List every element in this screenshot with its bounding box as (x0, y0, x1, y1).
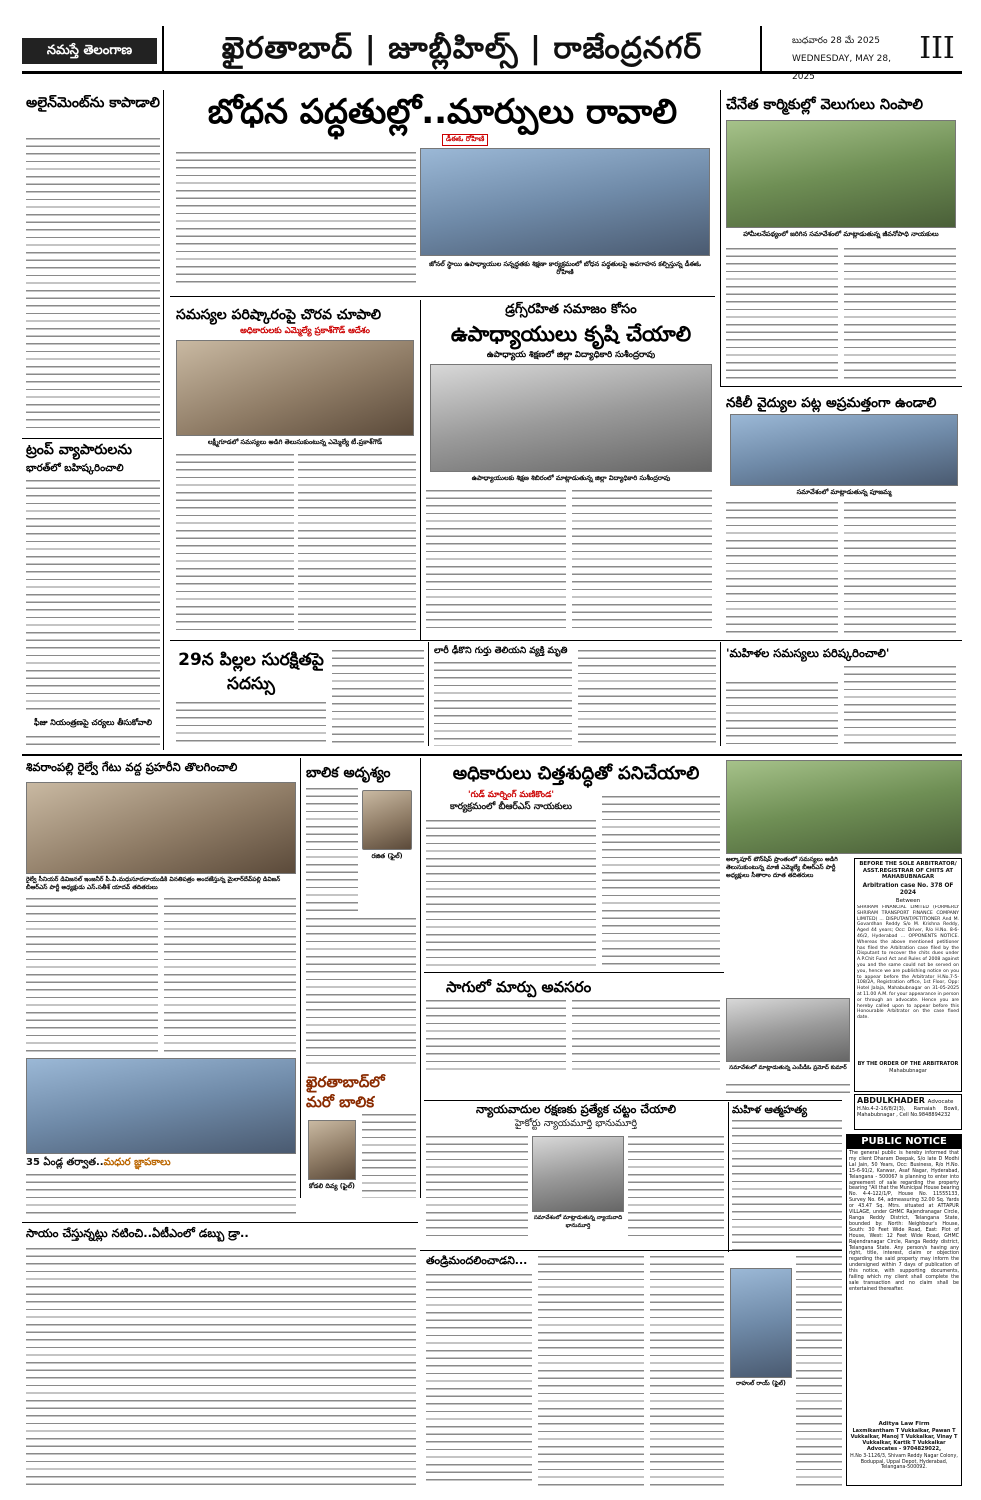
headline-mahila: 'మహిళల సమస్యలు పరిష్కరించాలి' (726, 646, 890, 660)
article-body (426, 818, 596, 968)
article-body (26, 734, 160, 748)
article-body (844, 500, 956, 634)
headline-trump: ట్రంప్ వ్యాపారులను (26, 442, 132, 458)
subheadline-fees: ఫీజు నియంత్రణపై చర్యలు తీసుకోవాలి (34, 718, 152, 727)
article-body (306, 916, 416, 1066)
masthead-dates (792, 32, 912, 86)
sagu-photo (726, 998, 850, 1062)
headline-balika: బాలిక అదృశ్యం (306, 765, 391, 781)
nakili-photo (730, 414, 958, 486)
subheadline-drugs: ఉపాధ్యాయ శిక్షణలో జిల్లా విద్యాధికారి సుశీంద్రరావు (486, 350, 656, 360)
arb-title: BEFORE THE SOLE ARBITRATOR/ ASST.REGISTRAR OF CHITS AT MAHABUBNAGAR (859, 861, 957, 881)
article-body (26, 478, 160, 714)
pn-body: The general public is hereby informed that my client Dharam Deepak, S/o late D Modhi Lal Jain, 50 Years, Occ: Business, R/o H.No. 15-6-91/2, Kanwar, Asaf Nagar, Hyderabad, Telangana - 500067 is planning to enter into agreement of sale regarding the property bearing "All that the Municipal House bearing No. 4-4-122/1/P, House No. 11555133, Survey No. 64, admeasuring 32.00 Sq. Yards or 43.47 Sq. Mtrs. situated at ATTAPUR VILLAGE, under GHMC Rajendranagar Circle, Ranga Reddy District, Telangana State, bounded by: North: Neighbour's House, South: 30 Feet Wide Road, East: Plot of House, West: 12 Feet Wide Road, GHMC Rajendranagar Circle, Ranga Reddy district, Telangana State. Any person/s having any right, title, interest, claim or objection regarding the said property may inform the undersigned within 7 days of publication of this notice, with supporting documents, failing which my client shall complete the sale transaction and no claim shall be entertained thereafter. (849, 1151, 959, 1292)
headline-sagu: సాగులో మార్పు అవసరం (446, 978, 592, 996)
article-body (426, 998, 566, 1070)
arb-between: Between (895, 897, 921, 904)
lead-tag: డీఈఓ రోహిణి (442, 134, 488, 146)
subheadline-trump: భారత్‌లో బహిష్కరించాలి (26, 463, 124, 474)
article-body (602, 794, 720, 968)
arbitration-notice (854, 858, 962, 1092)
article-body (538, 1254, 644, 1486)
brand-logo: నమస్తే తెలంగాణ (22, 38, 157, 64)
pn-names: Laxmikantham T Vukkalkar, Pawan T Vukkalkar, Manoj T Vukkalkar, Vinay T Vukkalkar, Kartik T Vukkalkar (850, 1428, 958, 1447)
adhikarulu-photo (726, 760, 962, 854)
article-body (426, 488, 566, 634)
article-body (572, 998, 720, 1070)
subheadline-adhikarulu: కార్యక్రమంలో బీఆర్ఎస్ నాయకులు (450, 802, 572, 812)
chenetha-caption: హామీలనేపథ్యంలో జరిగిన సమావేశంలో మాట్లాడుతున్న జీవనోపాధి నాయకులు (743, 230, 939, 238)
nyayavadulu-photo (532, 1136, 624, 1212)
reunion-title-2: మధుర జ్ఞాపకాలు (103, 1157, 171, 1168)
headline-lorry: లారీ ఢీకొని గుర్తు తెలియని వ్యక్తి మృతి (434, 646, 568, 656)
arb-body: SHRIRAM FINANCIAL LIMITED (FORMERLY SHRIRAM TRANSPORT FINANCE COMPANY LIMITED) ... DISPUTANT/PETITIONER And M. Govardhan Reddy S/o M. Krishna Reddy, Aged 44 years; Occ: Driver, R/o H.No. 8-6-46/2, Hyderabad ... OPPONENTS NOTICE. Whereas the above mentioned petitioner has filed the Arbitration case filed by the Disputant to recover the chits dues under A.P.Chit Fund Act and Rules of 2008 against you and the same could not be served on you, hence we are publishing notice on you to appear before the Arbitrator H.No.7-5-108/2A, Registration office, 1st Floor, Opp: Hotel Jalaja, Mahabubnagar on 31-05-2025 at 11.00 A.M. for your appearance in person or through an advocate. Hence you are hereby called upon to appear before this Honourable Arbitrator on the case fixed date. (857, 905, 959, 1021)
adv-name: ABDULKHADER (857, 1096, 925, 1105)
article-body (726, 1082, 850, 1098)
adhikarulu-caption: అల్కాపూర్ టౌన్‌షిప్ ప్రాంతంలో సమస్యలు అడిగి తెలుసుకుంటున్న మాజీ ఎమ్మెల్యే బీఆర్ఎస్ పార్టీ అధ్యక్షులు సీతారాం దూత తదితరులు (726, 856, 838, 879)
left-column (22, 90, 164, 750)
masthead (22, 26, 962, 82)
article-body (26, 1246, 416, 1486)
samasya-photo (176, 340, 414, 436)
article-body (26, 136, 160, 432)
pn-firm: Aditya Law Firm (878, 1421, 930, 1427)
article-body (306, 786, 358, 912)
lead-headline: బోధన పద్ధతుల్లో..మార్పులు రావాలి (207, 92, 678, 132)
article-body (726, 246, 838, 380)
article-body (26, 896, 158, 1052)
headline-alignment: అలైన్‌మెంట్‌ను కాపాడాలి (26, 95, 160, 111)
pn-role: Advocates - 9704829022, (866, 1446, 942, 1453)
date-english: WEDNESDAY, MAY 28, 2025 (792, 54, 891, 82)
article-body (176, 452, 294, 634)
page-number: III (919, 31, 955, 66)
article-body (796, 1254, 842, 1486)
railway-caption: రైల్వే సీనియర్ డివిజనల్ ఇంజనీర్ పీ.వీ.మధుసూదనాయుడికి వినతిపత్రం అందజేస్తున్న మైలార్‌దేవ్‌పల్లి డివిజన్ బీఆర్ఎస్ పార్టీ అధ్యక్షుడు ఎస్.సతీశ్ యాదవ్ తదితరులు (26, 876, 281, 891)
sagu-caption: సమావేశంలో మాట్లాడుతున్న ఎంపీడీఓ ప్రమోద్ కుమార్ (729, 1065, 847, 1071)
headline-pillala: 29న పిల్లల సురక్షితపై సదస్సు (178, 650, 324, 694)
article-body (650, 1254, 724, 1486)
tandri-photo (730, 1268, 792, 1378)
headline-reunion (26, 1156, 296, 1170)
arb-by: BY THE ORDER OF THE ARBITRATOR (857, 1061, 959, 1067)
article-body (844, 664, 956, 746)
drugs-photo (430, 364, 712, 472)
article-body (164, 896, 296, 1052)
arb-place: Mahabubnagar (889, 1068, 927, 1075)
article-body (362, 1112, 416, 1198)
chenetha-photo (726, 120, 956, 228)
headline-adhikarulu: అధికారులు చిత్తశుద్ధితో పనిచేయాలి (452, 763, 700, 784)
khairatabad-photo (308, 1120, 356, 1180)
balika-caption: రజిత (ఫైల్) (371, 852, 403, 860)
headline-sayam: సాయం చేస్తున్నట్లు నటించి..ఏటీఎంలో డబ్బు డ్రా.. (26, 1226, 249, 1240)
kicker-adhikarulu: 'గుడ్ మార్నింగ్ మణికొండ' (468, 790, 554, 800)
adv-role: Advocate (927, 1099, 954, 1105)
article-body (332, 648, 424, 746)
article-body (726, 500, 838, 634)
reunion-title: 35 ఏండ్ల తర్వాత.. (26, 1157, 104, 1168)
pn-title: PUBLIC NOTICE (847, 1135, 961, 1149)
headline-chenetha: చేనేత కార్మికుల్లో వెలుగులు నింపాలి (726, 97, 924, 113)
kicker-drugs: డ్రగ్స్‌రహిత సమాజం కోసం (505, 302, 637, 317)
public-notice (846, 1134, 962, 1486)
article-body (426, 1134, 528, 1242)
headline-tandri: తండ్రిమందలించాడని... (426, 1254, 528, 1267)
masthead-title: ఖైరతాబాద్ | జూబ్లీహిల్స్ | రాజేంద్రనగర్ (162, 26, 762, 72)
article-body (726, 680, 838, 746)
drugs-caption: ఉపాధ్యాయులకు శిక్షణ శిబిరంలో మాట్లాడుతున్న జిల్లా విద్యాధికారి సుశీంద్రరావు (471, 474, 671, 482)
subheadline-nyayavadulu: హైకోర్టు న్యాయమూర్తి భానుమూర్తి (514, 1118, 638, 1129)
adv-addr: H.No.4-2-16/8/2(3), Ramaiah Bowli, Mahabubnagar , Cell No.9848894232 (857, 1106, 959, 1119)
article-body (26, 1172, 296, 1218)
article-body (434, 660, 572, 746)
article-body (578, 648, 716, 746)
khairatabad-caption: కోడలి దివ్య (ఫైల్) (309, 1182, 355, 1190)
headline-drugs: ఉపాధ్యాయులు కృషి చేయాలి (450, 322, 692, 346)
reunion-photo (26, 1058, 296, 1154)
arb-case: Arbitration case No. 378 OF 2024 (862, 882, 954, 897)
nakili-caption: సమావేశంలో మాట్లాడుతున్న పూజమ్మ (796, 488, 892, 496)
railway-photo (26, 782, 296, 874)
balika-photo (362, 790, 412, 850)
article-body (176, 700, 326, 746)
headline-nyayavadulu: న్యాయవాదుల రక్షణకు ప్రత్యేక చట్టం చేయాలి (475, 1102, 677, 1116)
article-body (298, 452, 416, 634)
article-body (426, 1272, 532, 1486)
advocate-box (854, 1094, 962, 1130)
subheadline-samasya: అధికారులకు ఎమ్మెల్యే ప్రకాశ్‌గౌడ్ ఆదేశం (240, 326, 370, 336)
article-body (732, 1118, 842, 1252)
date-telugu: బుధవారం 28 మే 2025 (792, 36, 881, 46)
article-body (844, 246, 956, 380)
headline-railway: శివరాంపల్లి రైల్వే గేటు వద్ద ప్రహరీని తొలగించాలి (26, 760, 238, 774)
advocate-name-row (855, 1095, 961, 1106)
lead-caption: జోనల్ స్థాయి ఉపాధ్యాయుల సన్నద్ధతకు శిక్షణా కార్యక్రమంలో బోధన పద్ధతులపై అవగాహన కల్పిస్తున్న డీఈఓ రోహిణి (429, 260, 701, 276)
article-body (572, 488, 712, 634)
pn-addr: H.No 3-1126/3, Shivam Reddy Nagar Colony, Boduppal, Uppal Depot, Hyderabad, Telangana-500092. (850, 1453, 958, 1471)
lead-photo (420, 148, 710, 256)
headline-khairatabad: ఖైరతాబాద్‌లో మరో బాలిక (306, 1073, 385, 1111)
article-body (176, 150, 416, 288)
tandri-caption: రాహుల్ రాయ్ (ఫైల్) (736, 1380, 786, 1387)
headline-atmahatya: మహిళ ఆత్మహత్య (732, 1104, 808, 1116)
headline-samasya: సమస్యల పరిష్కారంపై చొరవ చూపాలి (176, 307, 382, 323)
article-body (628, 1134, 724, 1242)
headline-nakili: నకిలీ వైద్యుల పట్ల అప్రమత్తంగా ఉండాలి (726, 395, 937, 411)
nyayavadulu-caption: సమావేశంలో మాట్లాడుతున్న న్యాయవాది భానుమూర్తి (533, 1215, 623, 1229)
samasya-caption: లక్ష్మీగూడలో సమస్యలు అడిగి తెలుసుకుంటున్న ఎమ్మెల్యే టీ.ప్రకాశ్‌గౌడ్ (207, 438, 383, 446)
